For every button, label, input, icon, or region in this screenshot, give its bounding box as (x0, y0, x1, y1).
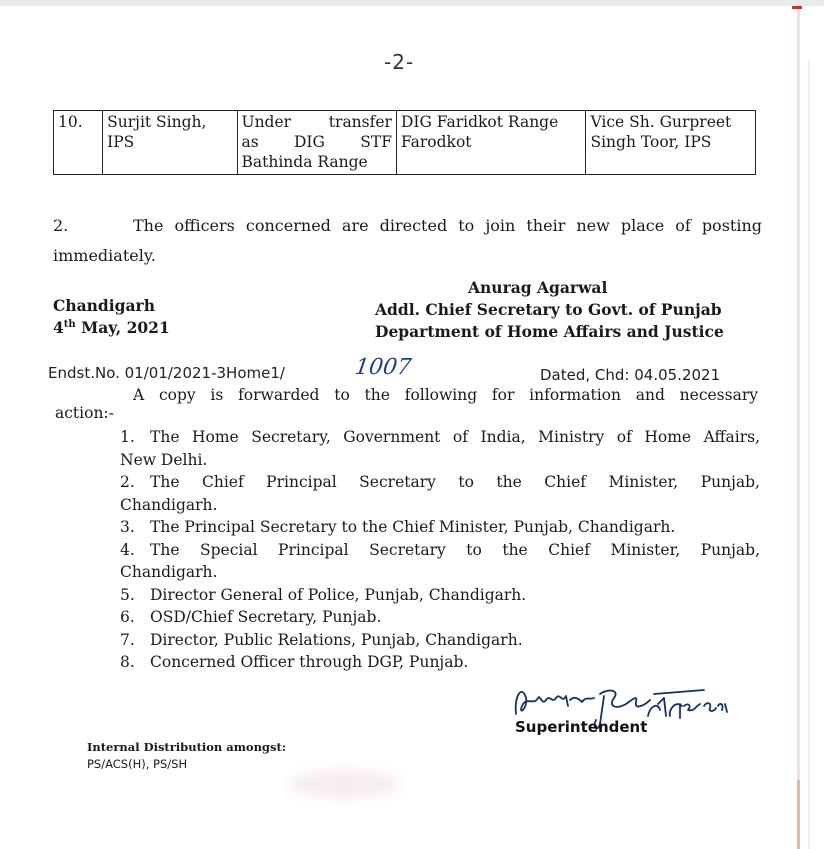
recipient-first-line (120, 426, 760, 449)
recipient-line2: Chandigarh. (120, 563, 218, 581)
table-row (54, 111, 756, 175)
present-posting-line2: as DIG STF (241, 133, 392, 151)
officer-cell (103, 111, 237, 175)
recipient-number: 7. (120, 630, 135, 649)
signatory-name: Anurag Agarwal (468, 278, 608, 297)
recipient-line1: Director, Public Relations, Punjab, Chandigarh. (150, 630, 523, 649)
paragraph-number: 2. (53, 216, 69, 235)
paragraph-2-text: The officers concerned are directed to join their new place of posting (133, 216, 762, 235)
recipient-number: 6. (120, 608, 135, 626)
page-smudge (290, 770, 400, 798)
handwritten-dispatch-number: 1007 (353, 355, 413, 380)
list-item (120, 539, 760, 584)
present-posting-cell (237, 111, 396, 175)
recipient-line1: The Principal Secretary to the Chief Minister, Punjab, Chandigarh. (150, 518, 676, 536)
posting-table (53, 110, 756, 175)
page-number: -2- (384, 50, 415, 74)
recipient-line2: New Delhi. (120, 450, 208, 469)
page-top-edge (0, 0, 824, 6)
recipient-line1: The Home Secretary, Government of India, Ministry of Home Affairs, (150, 428, 760, 446)
paragraph-2-line2: immediately. (53, 246, 156, 265)
recipient-list (120, 426, 760, 674)
recipient-line1: The Special Principal Secretary to the Chief Minister, Punjab, (150, 540, 760, 559)
new-posting-cell (396, 111, 586, 175)
vice-line1: Vice Sh. Gurpreet (590, 113, 732, 131)
recipient-line1: The Chief Principal Secretary to the Chief Minister, Punjab, (150, 473, 760, 491)
paragraph-2 (53, 211, 762, 271)
list-item (120, 651, 760, 674)
officer-service: IPS (107, 133, 135, 151)
red-edge-mark (797, 780, 800, 849)
present-posting-line3: Bathinda Range (241, 153, 368, 171)
list-item (120, 629, 760, 652)
recipient-number: 2. (120, 473, 135, 491)
recipient-line1: OSD/Chief Secretary, Punjab. (150, 608, 382, 626)
list-item (120, 471, 760, 516)
list-item (120, 584, 760, 607)
list-item (120, 606, 760, 629)
serial-number: 10. (58, 113, 83, 131)
list-item (120, 516, 760, 539)
page-right-edge (797, 0, 800, 849)
vice-line2: Singh Toor, IPS (590, 133, 712, 151)
recipient-number: 8. (120, 653, 135, 671)
new-posting-line1: DIG Faridkot Range (400, 113, 559, 131)
endorsement-number: Endst.No. 01/01/2021-3Home1/ (48, 364, 285, 382)
place: Chandigarh (53, 296, 155, 315)
superintendent-label: Superintendent (515, 718, 648, 736)
signatory-department: Department of Home Affairs and Justice (375, 322, 724, 341)
recipient-number: 3. (120, 518, 135, 536)
paragraph-2-line1 (53, 211, 762, 241)
signatory-title: Addl. Chief Secretary to Govt. of Punjab (375, 300, 722, 319)
vice-cell (586, 111, 756, 175)
list-item (120, 426, 760, 471)
present-posting-line1: Under transfer (241, 113, 392, 131)
date-rest: May, 2021 (75, 318, 170, 337)
recipient-first-line (120, 539, 760, 562)
recipient-number: 4. (120, 540, 135, 559)
date-day: 4 (53, 318, 64, 337)
recipient-number: 5. (120, 585, 135, 604)
recipient-number: 1. (120, 428, 135, 446)
action-label: action:- (55, 404, 114, 422)
red-mark (792, 6, 802, 9)
recipient-line1: Director General of Police, Punjab, Chandigarh. (150, 585, 527, 604)
endorsement-date: Dated, Chd: 04.05.2021 (540, 366, 721, 384)
page-right-shadow (808, 60, 810, 849)
date-suffix: th (63, 318, 76, 330)
internal-distribution-heading: Internal Distribution amongst: (87, 740, 287, 754)
recipient-line1: Concerned Officer through DGP, Punjab. (150, 653, 469, 671)
serial-cell (54, 111, 103, 175)
new-posting-line2: Farodkot (400, 133, 472, 151)
recipient-line2: Chandigarh. (120, 495, 218, 514)
internal-distribution-list: PS/ACS(H), PS/SH (87, 757, 188, 771)
issue-date (53, 318, 170, 337)
copy-forward-line: A copy is forwarded to the following for information and necessary (133, 386, 758, 404)
officer-name: Surjit Singh, (107, 113, 207, 131)
recipient-first-line (120, 471, 760, 494)
